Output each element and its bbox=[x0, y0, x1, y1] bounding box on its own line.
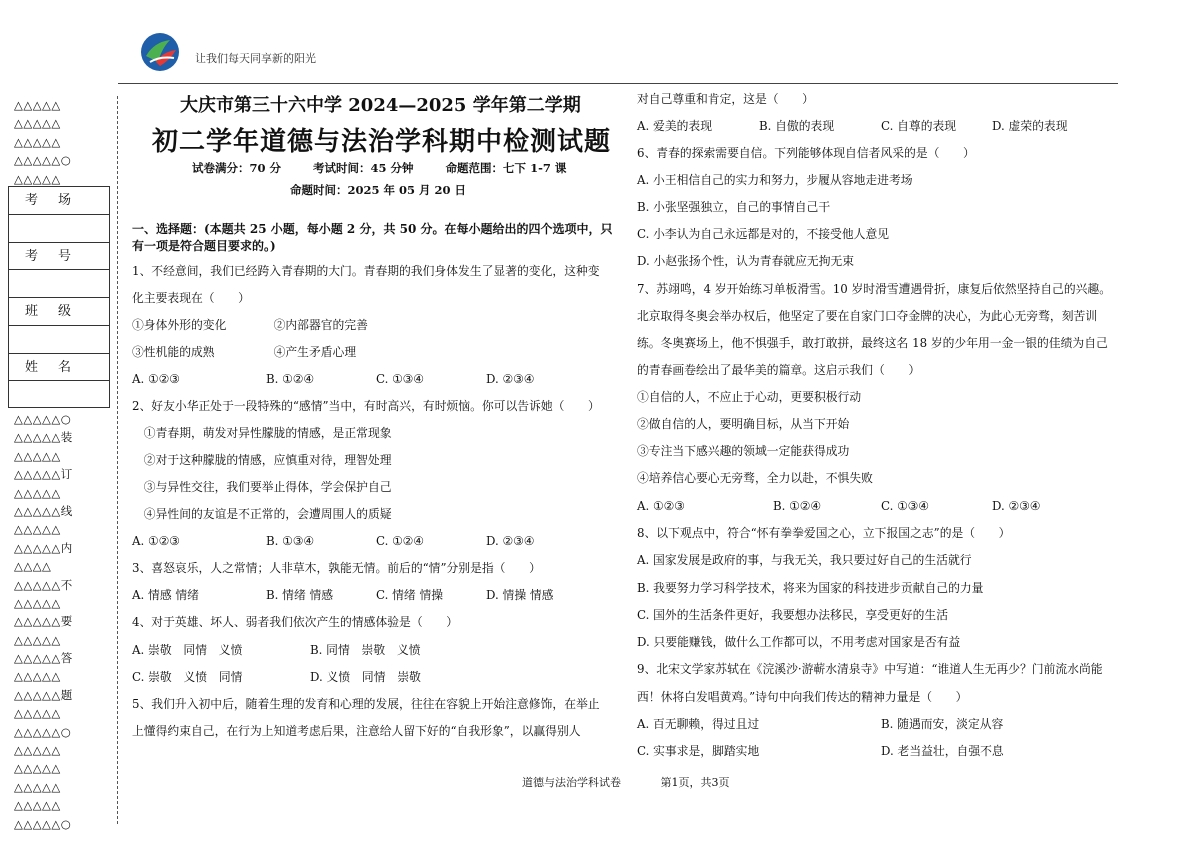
question-line: 上懂得约束自己，在行为上知道考虑后果，注意给人留下好的“自我形象”，以赢得别人 bbox=[132, 724, 581, 738]
school-logo-icon bbox=[140, 32, 180, 72]
answer-option[interactable]: D. ②③④ bbox=[486, 534, 535, 548]
question-line: 的青春画卷绘出了最华美的篇章。这启示我们（ ） bbox=[637, 363, 921, 377]
footer-page-number: 第1页，共3页 bbox=[660, 776, 730, 789]
student-info-box bbox=[8, 186, 110, 408]
margin-mark: △△△△△ bbox=[14, 669, 61, 684]
question-line: 4、对于英雄、坏人、弱者我们依次产生的情感体验是（ ） bbox=[132, 615, 459, 629]
question-line: 北京取得冬奥会举办权后，他坚定了要在自家门口夺金牌的决心，为此心无旁骛，刻苦训 bbox=[637, 309, 1098, 323]
margin-mark: △△△△△ bbox=[14, 98, 61, 112]
question-line: ③专注当下感兴趣的领域一定能获得成功 bbox=[637, 444, 850, 458]
answer-option[interactable]: C. 情绪 情操 bbox=[376, 588, 444, 602]
margin-mark: △△△△△ bbox=[14, 706, 61, 721]
margin-mark: △△△△△ bbox=[14, 448, 61, 463]
answer-option[interactable]: B. ①③④ bbox=[266, 534, 314, 548]
margin-mark: △△△△△ bbox=[14, 632, 61, 647]
margin-mark: △△△△△○ bbox=[14, 412, 72, 426]
margin-mark: △△△△△不 bbox=[14, 577, 73, 592]
answer-option[interactable]: A. 情感 情绪 bbox=[132, 588, 199, 602]
answer-option[interactable]: D. ②③④ bbox=[486, 372, 535, 386]
margin-mark: △△△△△ bbox=[14, 116, 61, 131]
answer-option[interactable]: A. 爱美的表现 bbox=[637, 119, 713, 133]
school-slogan: 让我们每天同享新的阳光 bbox=[195, 52, 316, 65]
answer-option[interactable]: C. 小李认为自己永远都是对的，不接受他人意见 bbox=[637, 227, 890, 241]
answer-option[interactable]: A. 百无聊赖，得过且过 bbox=[637, 717, 760, 731]
margin-mark: △△△△ bbox=[14, 559, 52, 574]
margin-mark: △△△△△ bbox=[14, 798, 61, 813]
question-line: 9、北宋文学家苏轼在《浣溪沙·游蕲水清泉寺》中写道：“谁道人生无再少？门前流水尚能 bbox=[637, 662, 1103, 676]
question-line: 西！休将白发唱黄鸡。”诗句中向我们传达的精神力量是（ ） bbox=[637, 690, 968, 704]
question-line: 化主要表现在（ ） bbox=[132, 291, 250, 305]
name-field[interactable] bbox=[9, 381, 109, 409]
answer-option[interactable]: B. ①②④ bbox=[773, 499, 821, 513]
full-score: 试卷满分：70 分 bbox=[192, 161, 282, 175]
question-line: ③性机能的成熟 ④产生矛盾心理 bbox=[132, 345, 357, 359]
question-line: ④异性间的友谊是不正常的，会遭周围人的质疑 bbox=[132, 507, 392, 521]
margin-top-marks bbox=[14, 96, 106, 188]
answer-option[interactable]: B. 情绪 情感 bbox=[266, 588, 334, 602]
exam-meta bbox=[192, 160, 594, 176]
exam-room-field[interactable] bbox=[9, 215, 109, 243]
question-line: 7、苏翊鸣，4 岁开始练习单板滑雪。10 岁时滑雪遭遇骨折，康复后依然坚持自己的兴趣。 bbox=[637, 282, 1112, 296]
question-line: 8、以下观点中，符合“怀有拳拳爱国之心，立下报国之志”的是（ ） bbox=[637, 526, 1011, 540]
answer-option[interactable]: A. 国家发展是政府的事，与我无关，我只要过好自己的生活就行 bbox=[637, 553, 972, 567]
margin-mark: △△△△△订 bbox=[14, 467, 73, 482]
answer-option[interactable]: C. ①②④ bbox=[376, 534, 424, 548]
answer-option[interactable]: B. 自傲的表现 bbox=[759, 119, 835, 133]
exam-title-main: 初二学年道德与法治学科期中检测试题 bbox=[152, 127, 612, 157]
question-line: ②对于这种朦胧的情感，应慎重对待，理智处理 bbox=[132, 453, 392, 467]
question-line: 2、好友小华正处于一段特殊的“感情”当中，有时高兴，有时烦恼。你可以告诉她（ ） bbox=[132, 399, 600, 413]
question-line: ④培养信心要心无旁骛，全力以赴，不惧失败 bbox=[637, 471, 873, 485]
margin-mark: △△△△△ bbox=[14, 522, 61, 537]
question-line: ①青春期，萌发对异性朦胧的情感，是正常现象 bbox=[132, 426, 392, 440]
answer-option[interactable]: B. 我要努力学习科学技术，将来为国家的科技进步贡献自己的力量 bbox=[637, 581, 984, 595]
header-divider bbox=[118, 83, 1118, 84]
question-line: 练。冬奥赛场上，他不惧强手，敢打敢拼，最终这名 18 岁的少年用一金一银的佳绩为自己 bbox=[637, 336, 1108, 350]
margin-mark: △△△△△ bbox=[14, 134, 61, 149]
question-line: ①自信的人，不应止于心动，更要积极行动 bbox=[637, 390, 862, 404]
binding-line bbox=[117, 96, 118, 824]
margin-mark: △△△△△ bbox=[14, 171, 61, 186]
margin-bottom-marks bbox=[14, 410, 106, 833]
answer-option[interactable]: C. ①③④ bbox=[881, 499, 929, 513]
answer-option[interactable]: D. 虚荣的表现 bbox=[992, 119, 1068, 133]
answer-option[interactable]: B. 小张坚强独立，自己的事情自己干 bbox=[637, 200, 831, 214]
exam-title-school: 大庆市第三十六中学 2024—2025 学年第二学期 bbox=[180, 95, 581, 116]
margin-mark: △△△△△○ bbox=[14, 724, 72, 739]
class-field[interactable] bbox=[9, 326, 109, 354]
answer-option[interactable]: B. ①②④ bbox=[266, 372, 314, 386]
class-label: 班级 bbox=[9, 298, 109, 326]
footer-subject: 道德与法治学科试卷 bbox=[522, 776, 621, 789]
margin-mark: △△△△△题 bbox=[14, 687, 73, 702]
question-line: 对自己尊重和肯定，这是（ ） bbox=[637, 92, 814, 106]
answer-option[interactable]: C. 国外的生活条件更好，我要想办法移民，享受更好的生活 bbox=[637, 608, 949, 622]
question-line: 1、不经意间，我们已经跨入青春期的大门。青春期的我们身体发生了显著的变化，这种变 bbox=[132, 264, 600, 278]
margin-mark: △△△△△○ bbox=[14, 816, 72, 831]
answer-option[interactable]: D. ②③④ bbox=[992, 499, 1041, 513]
page-footer bbox=[522, 774, 766, 790]
margin-mark: △△△△△要 bbox=[14, 614, 73, 629]
margin-mark: △△△△△线 bbox=[14, 503, 73, 518]
answer-option[interactable]: D. 只要能赚钱，做什么工作都可以，不用考虑对国家是否有益 bbox=[637, 635, 961, 649]
exam-room-label: 考场 bbox=[9, 187, 109, 215]
question-line: 3、喜怒哀乐，人之常情；人非草木，孰能无情。前后的“情”分别是指（ ） bbox=[132, 561, 541, 575]
question-line: 5、我们升入初中后，随着生理的发育和心理的发展，往往在容貌上开始注意修饰，在举止 bbox=[132, 697, 600, 711]
exam-number-field[interactable] bbox=[9, 270, 109, 298]
answer-option[interactable]: A. 崇敬 同情 义愤 bbox=[132, 643, 243, 657]
margin-mark: △△△△△○ bbox=[14, 153, 72, 168]
answer-option[interactable]: D. 老当益壮，自强不息 bbox=[881, 744, 1004, 758]
exam-date: 命题时间：2025 年 05 月 20 日 bbox=[290, 183, 467, 197]
answer-option[interactable]: D. 情操 情感 bbox=[486, 588, 554, 602]
question-line: ①身体外形的变化 ②内部器官的完善 bbox=[132, 318, 368, 332]
answer-option[interactable]: B. 同情 崇敬 义愤 bbox=[310, 643, 421, 657]
margin-mark: △△△△△答 bbox=[14, 651, 73, 666]
margin-mark: △△△△△ bbox=[14, 779, 61, 794]
margin-mark: △△△△△ bbox=[14, 595, 61, 610]
answer-option[interactable]: D. 义愤 同情 崇敬 bbox=[310, 670, 421, 684]
answer-option[interactable]: A. ①②③ bbox=[637, 499, 685, 513]
margin-mark: △△△△△ bbox=[14, 743, 61, 758]
exam-number-label: 考号 bbox=[9, 243, 109, 271]
answer-option[interactable]: A. ①②③ bbox=[132, 372, 180, 386]
answer-option[interactable]: D. 小赵张扬个性，认为青春就应无拘无束 bbox=[637, 254, 855, 268]
name-label: 姓名 bbox=[9, 354, 109, 382]
section-heading: 一、选择题：(本题共 25 小题，每小题 2 分，共 50 分。在每小题给出的四个选项中，只有一项是符合题目要求的。) bbox=[132, 222, 613, 253]
exam-scope: 命题范围：七下 1-7 课 bbox=[445, 161, 567, 175]
question-line: ②做自信的人，要明确目标，从当下开始 bbox=[637, 417, 850, 431]
answer-option[interactable]: C. ①③④ bbox=[376, 372, 424, 386]
margin-mark: △△△△△ bbox=[14, 485, 61, 500]
margin-mark: △△△△△内 bbox=[14, 540, 73, 555]
question-line: ③与异性交往，我们要举止得体，学会保护自己 bbox=[132, 480, 392, 494]
answer-option[interactable]: A. 小王相信自己的实力和努力，步履从容地走进考场 bbox=[637, 173, 913, 187]
answer-option[interactable]: A. ①②③ bbox=[132, 534, 180, 548]
margin-mark: △△△△△ bbox=[14, 761, 61, 776]
answer-option[interactable]: C. 崇敬 义愤 同情 bbox=[132, 670, 243, 684]
margin-mark: △△△△△装 bbox=[14, 430, 73, 445]
question-line: 6、青春的探索需要自信。下列能够体现自信者风采的是（ ） bbox=[637, 146, 975, 160]
answer-option[interactable]: C. 自尊的表现 bbox=[881, 119, 957, 133]
answer-option[interactable]: C. 实事求是，脚踏实地 bbox=[637, 744, 760, 758]
exam-time: 考试时间：45 分钟 bbox=[313, 161, 414, 175]
answer-option[interactable]: B. 随遇而安，淡定从容 bbox=[881, 717, 1004, 731]
